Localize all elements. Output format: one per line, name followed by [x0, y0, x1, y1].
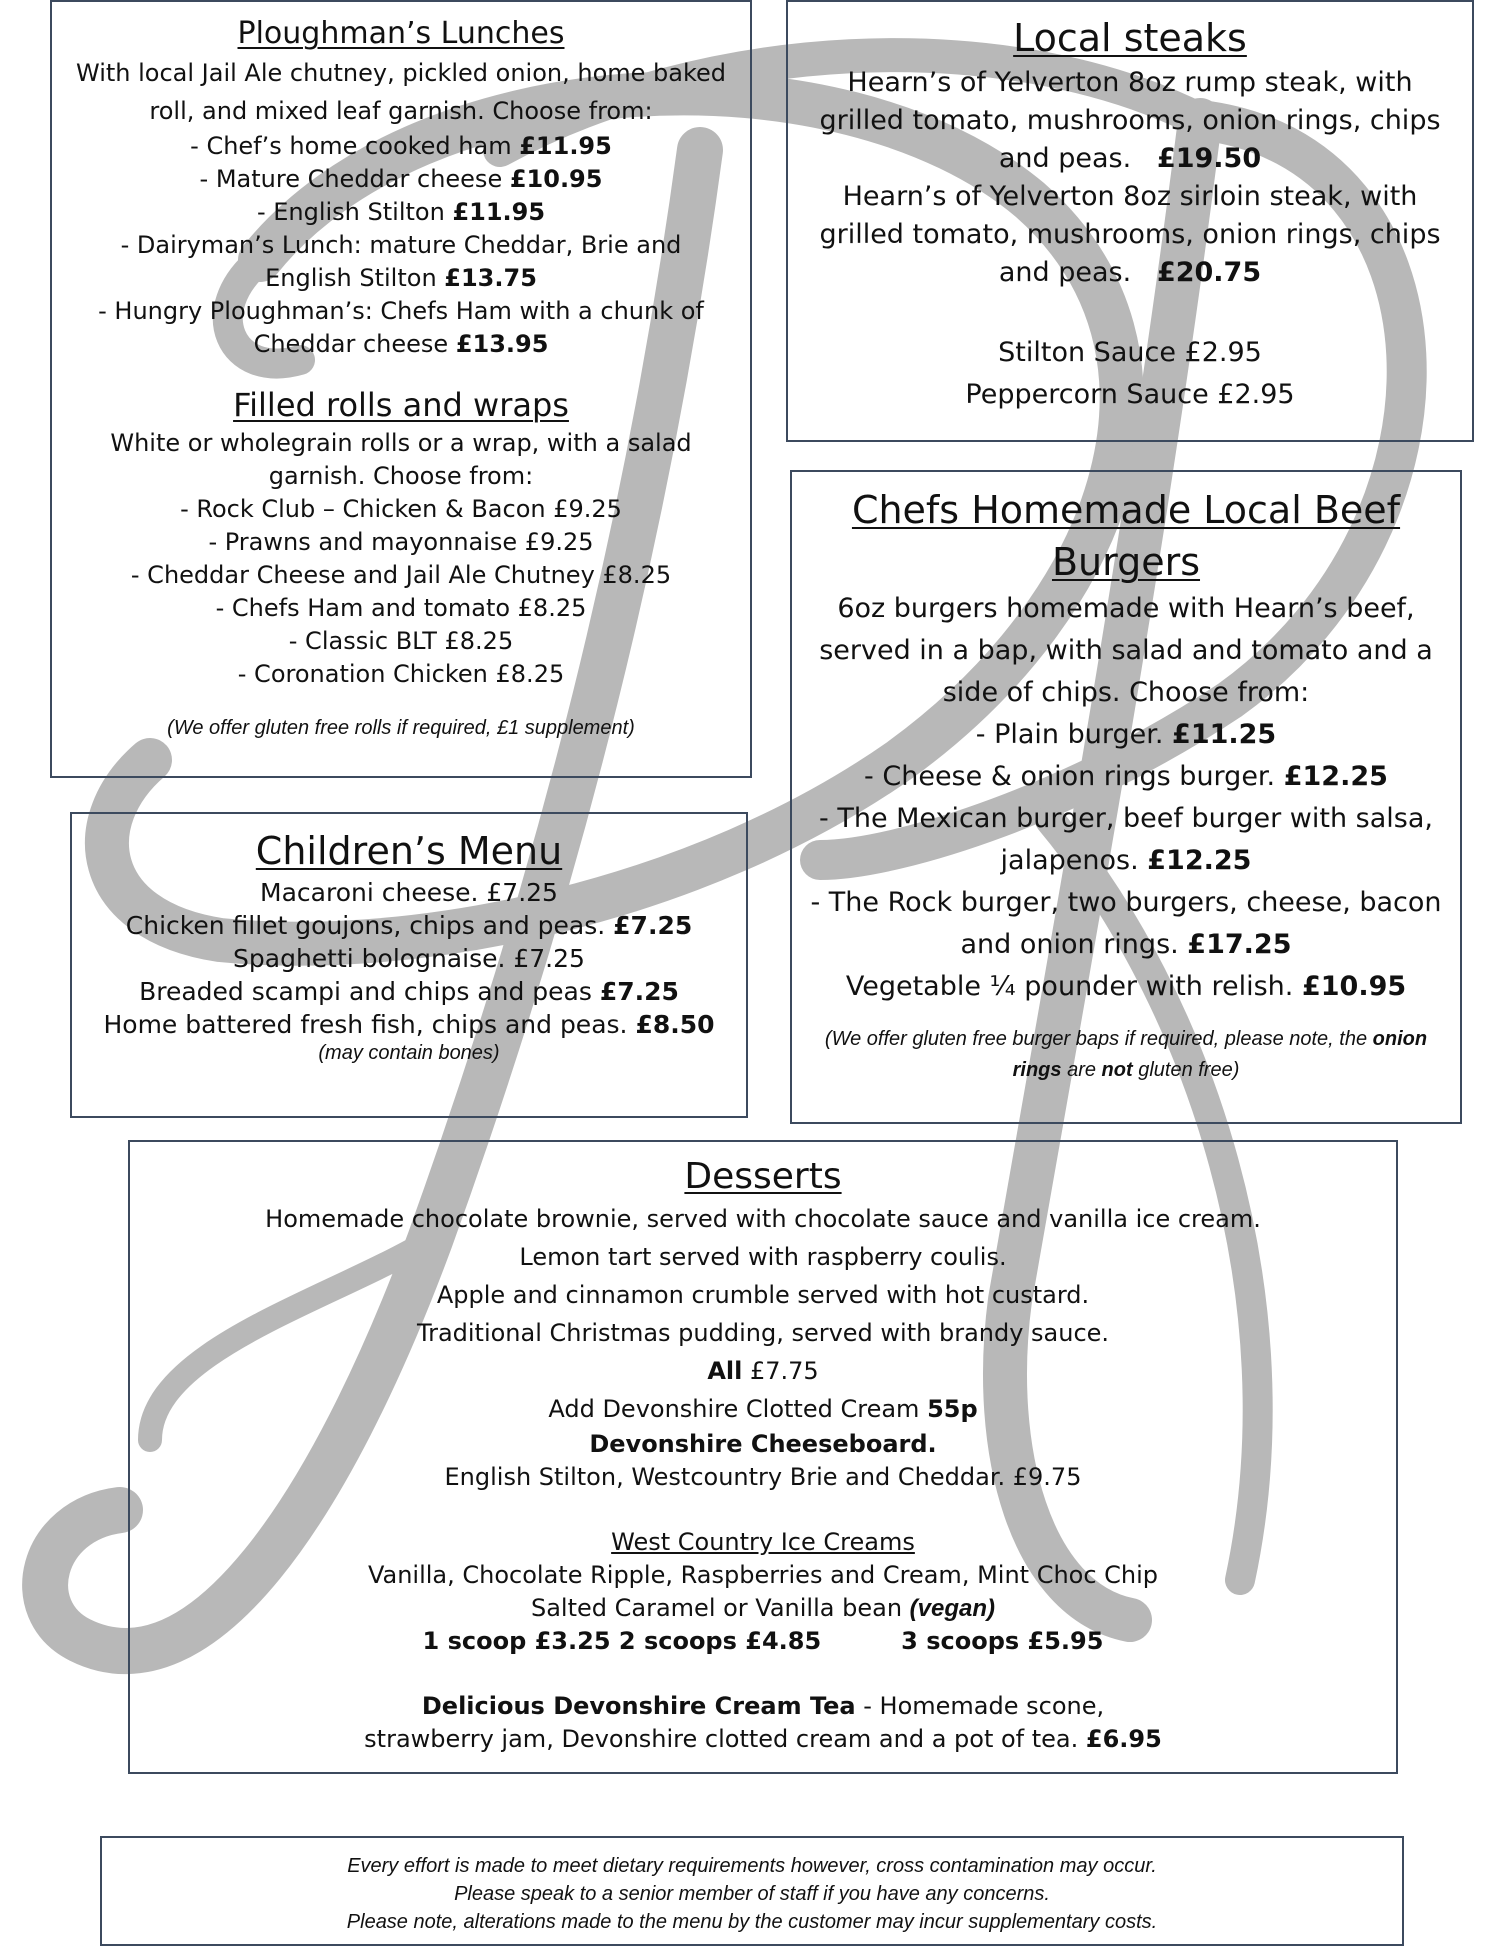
burgers-gluten-note: (We offer gluten free burger baps if required, please note, the onion rings are not gluten free)	[824, 1028, 1428, 1081]
footer-line: Please speak to a senior member of staff if you have any concerns.	[454, 1883, 1050, 1905]
rolls-item: - Rock Club – Chicken & Bacon £9.25	[180, 495, 622, 523]
rolls-item: - Prawns and mayonnaise £9.25	[208, 528, 594, 556]
desserts-box	[128, 1140, 1398, 1774]
dessert-item: Homemade chocolate brownie, served with chocolate sauce and vanilla ice cream.	[265, 1205, 1261, 1233]
burgers-title: Chefs Homemade Local Beef Burgers	[851, 488, 1401, 584]
rolls-item: - Cheddar Cheese and Jail Ale Chutney £8.25	[130, 561, 672, 589]
ice-cream-prices: 1 scoop £3.25 2 scoops £4.85 3 scoops £5.95	[422, 1627, 1104, 1655]
children-item: Breaded scampi and chips and peas £7.25	[139, 977, 679, 1006]
ice-cream-flavours: Vanilla, Chocolate Ripple, Raspberries and Cream, Mint Choc Chip	[367, 1561, 1159, 1589]
dessert-item: Lemon tart served with raspberry coulis.	[519, 1243, 1007, 1271]
steak-item: Hearn’s of Yelverton 8oz sirloin steak, with grilled tomato, mushrooms, onion rings, chips and peas. £20.75	[819, 181, 1441, 288]
burgers-description: 6oz burgers homemade with Hearn’s beef, served in a bap, with salad and tomato and a side of chips. Choose from:	[819, 593, 1433, 708]
dessert-item: Apple and cinnamon crumble served with hot custard.	[436, 1281, 1090, 1309]
burger-item: Vegetable ¼ pounder with relish. £10.95	[845, 971, 1407, 1002]
burgers-box	[790, 470, 1462, 1124]
footer-disclaimer-box	[100, 1836, 1404, 1946]
cheeseboard-text: English Stilton, Westcountry Brie and Cheddar. £9.75	[444, 1463, 1082, 1491]
rolls-item: - Chefs Ham and tomato £8.25	[215, 594, 587, 622]
steaks-title: Local steaks	[1013, 16, 1247, 60]
rolls-item: - Classic BLT £8.25	[288, 627, 514, 655]
dessert-price-all: All £7.75	[707, 1357, 819, 1385]
children-title: Children’s Menu	[255, 829, 563, 873]
ploughman-item: - Mature Cheddar cheese £10.95	[199, 165, 603, 193]
burger-item: - Cheese & onion rings burger. £12.25	[864, 761, 1388, 792]
sauce-item: Stilton Sauce £2.95	[998, 337, 1262, 368]
footer-line: Every effort is made to meet dietary requirements however, cross contamination may occur.	[347, 1855, 1157, 1877]
ploughman-rolls-box	[50, 0, 752, 778]
ploughman-description: With local Jail Ale chutney, pickled onion, home baked roll, and mixed leaf garnish. Choose from:	[75, 59, 727, 125]
ploughman-item: - Dairyman’s Lunch: mature Cheddar, Brie and English Stilton £13.75	[120, 231, 682, 292]
ploughman-item: - Chef’s home cooked ham £11.95	[190, 132, 612, 160]
ploughman-title: Ploughman’s Lunches	[237, 16, 565, 51]
children-item: Home battered fresh fish, chips and peas. £8.50	[103, 1010, 715, 1039]
steak-item: Hearn’s of Yelverton 8oz rump steak, with grilled tomato, mushrooms, onion rings, chips and peas. £19.50	[819, 67, 1441, 174]
ice-cream-flavours-2: Salted Caramel or Vanilla bean (vegan)	[530, 1594, 996, 1622]
children-item: Spaghetti bolognaise. £7.25	[233, 944, 585, 973]
burger-item: - Plain burger. £11.25	[975, 719, 1277, 750]
footer-line: Please note, alterations made to the menu by the customer may incur supplementary costs.	[346, 1911, 1158, 1933]
ploughman-item: - Hungry Ploughman’s: Chefs Ham with a chunk of Cheddar cheese £13.95	[98, 297, 704, 358]
children-menu-box	[70, 812, 748, 1118]
ice-cream-title: West Country Ice Creams	[611, 1528, 915, 1556]
desserts-title: Desserts	[684, 1156, 842, 1197]
ploughman-item: - English Stilton £11.95	[256, 198, 546, 226]
burger-item: - The Rock burger, two burgers, cheese, bacon and onion rings. £17.25	[810, 887, 1442, 960]
children-item: Macaroni cheese. £7.25	[260, 878, 558, 907]
dessert-item: Traditional Christmas pudding, served with brandy sauce.	[416, 1319, 1110, 1347]
sauce-item: Peppercorn Sauce £2.95	[965, 379, 1295, 410]
rolls-title: Filled rolls and wraps	[233, 386, 569, 424]
children-item: Chicken fillet goujons, chips and peas. £7.25	[125, 911, 693, 940]
rolls-description: White or wholegrain rolls or a wrap, with a salad garnish. Choose from:	[110, 429, 692, 490]
burger-item: - The Mexican burger, beef burger with salsa, jalapenos. £12.25	[819, 803, 1433, 876]
steaks-box	[786, 0, 1474, 442]
rolls-gluten-note: (We offer gluten free rolls if required, £1 supplement)	[167, 717, 635, 739]
cream-tea: Delicious Devonshire Cream Tea - Homemade scone,	[421, 1692, 1105, 1720]
rolls-item: - Coronation Chicken £8.25	[237, 660, 565, 688]
cheeseboard-title: Devonshire Cheeseboard.	[589, 1430, 937, 1458]
children-bones-note: (may contain bones)	[318, 1042, 500, 1064]
cream-tea-2: strawberry jam, Devonshire clotted cream and a pot of tea. £6.95	[364, 1725, 1162, 1753]
clotted-cream-addon: Add Devonshire Clotted Cream 55p	[548, 1395, 978, 1423]
